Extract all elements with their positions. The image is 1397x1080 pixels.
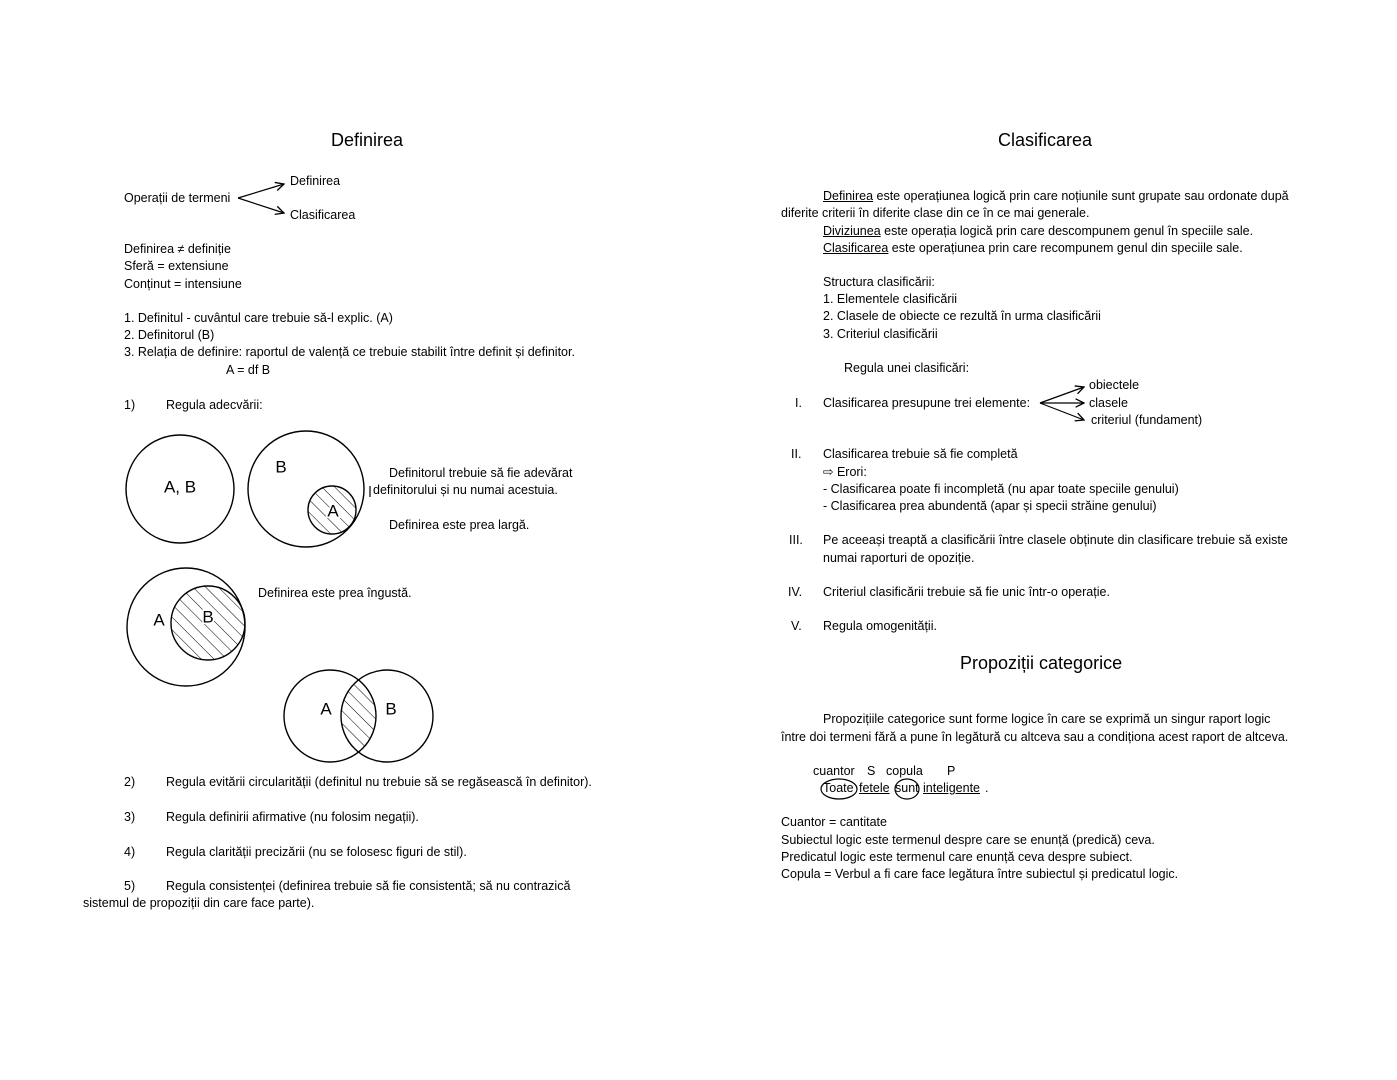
arrow-clasificarea — [238, 198, 284, 213]
paragraph-line: diferite criterii în diferite clase din ce în ce mai generale. — [781, 206, 1090, 220]
right-title: Clasificarea — [998, 130, 1093, 150]
list-item: 3. Criteriul clasificării — [823, 327, 938, 341]
rule-adecvarii: Regula adecvării: — [166, 398, 263, 412]
note-line: Definirea ≠ definiție — [124, 242, 231, 256]
rule-text-continued: sistemul de propoziții din care face parte). — [83, 896, 315, 910]
note-line: Conținut = intensiune — [124, 277, 242, 291]
ops-branch-definirea: Definirea — [290, 174, 341, 188]
rule-text: Regula consistenței (definirea trebuie să fie consistentă; să nu contrazică — [166, 879, 571, 893]
paragraph-clasificarea: Clasificarea este operațiunea prin care recompunem genul din speciile sale. — [823, 241, 1243, 255]
definition-line: Cuantor = cantitate — [781, 815, 887, 829]
section-title-propozitii: Propoziții categorice — [960, 653, 1123, 673]
label-predicate: P — [947, 764, 956, 778]
note-definitor-true: Definitorul trebuie să fie adevărat — [389, 466, 573, 480]
rule-number: III. — [789, 533, 803, 547]
term-diviziunea: Diviziunea — [823, 224, 881, 238]
definition-line: Predicatul logic este termenul care enunță ceva despre subiect. — [781, 850, 1133, 864]
definition-formula: A = df B — [226, 363, 271, 377]
list-item: 2. Clasele de obiecte ce rezultă în urma clasificării — [823, 309, 1101, 323]
arrow-criteriul — [1040, 403, 1084, 420]
word-fetele: fetele — [859, 781, 890, 795]
rule-text-continued: numai raporturi de opoziție. — [823, 551, 975, 565]
errors-label: ⇨ Erori: — [823, 465, 867, 479]
list-item: 2. Definitorul (B) — [124, 328, 215, 342]
rule-title: Regula unei clasificări: — [844, 361, 970, 375]
note-too-narrow: Definirea este prea îngustă. — [258, 586, 412, 600]
ops-branch-clasificarea: Clasificarea — [290, 208, 356, 222]
list-item: 1. Elementele clasificării — [823, 292, 958, 306]
rule-text: Regula clarității precizării (nu se folosesc figuri de stil). — [166, 845, 467, 859]
term-clasificarea: Clasificarea — [823, 241, 889, 255]
paragraph-line: între doi termeni fără a pune în legătură cu altceva sau a condiționa acest raport de altceva. — [781, 730, 1289, 744]
venn-label: A — [320, 699, 332, 719]
venn-label: B — [202, 607, 214, 627]
error-item: - Clasificarea poate fi incompletă (nu apar toate speciile genului) — [823, 482, 1179, 496]
rule-text: Clasificarea trebuie să fie completă — [823, 447, 1018, 461]
note-definitor-true-2: definitorului și nu numai acestuia. — [373, 483, 558, 497]
list-item: 1. Definitul - cuvântul care trebuie să-l explic. (A) — [124, 311, 393, 325]
venn-label: B — [275, 457, 287, 477]
rule-text: Pe aceeași treaptă a clasificării între clasele obținute din clasificare trebuie să existe — [823, 533, 1288, 547]
rule-number: V. — [791, 619, 802, 633]
error-item: - Clasificarea prea abundentă (apar și specii străine genului) — [823, 499, 1157, 513]
branch-criteriul: criteriul (fundament) — [1091, 413, 1203, 427]
rule-number: 5) — [124, 879, 136, 893]
rule-number: 2) — [124, 775, 136, 789]
structure-title: Structura clasificării: — [823, 275, 935, 289]
list-item: 3. Relația de definire: raportul de valență ce trebuie stabilit între definit și definitor. — [124, 345, 575, 359]
rule-number: II. — [791, 447, 802, 461]
rule-number: 3) — [124, 810, 136, 824]
note-too-wide: Definirea este prea largă. — [389, 518, 530, 532]
rule-number: 4) — [124, 845, 136, 859]
rule-text: Criteriul clasificării trebuie să fie unic într-o operație. — [823, 585, 1110, 599]
arrow-definirea — [238, 184, 284, 198]
rule-text: Regula evitării circularității (definitul nu trebuie să se regăsească în definitor). — [166, 775, 592, 789]
rule-text: Regula definirii afirmative (nu folosim negații). — [166, 810, 419, 824]
word-toate: Toate — [823, 781, 854, 795]
label-subject: S — [867, 764, 876, 778]
circle-quantifier — [821, 779, 857, 799]
circle-copula — [895, 779, 919, 799]
rule-text: Clasificarea presupune trei elemente: — [823, 396, 1031, 410]
ops-label: Operații de termeni — [124, 191, 231, 205]
definition-line: Copula = Verbul a fi care face legătura între subiectul și predicatul logic. — [781, 867, 1179, 881]
rule-text: Regula omogenității. — [823, 619, 937, 633]
word-sunt: sunt — [895, 781, 919, 795]
venn-label: A, B — [163, 477, 197, 497]
paragraph-definirea: Definirea este operațiunea logică prin care noțiunile sunt grupate sau ordonate după — [823, 189, 1289, 203]
arrow-obiectele — [1040, 387, 1084, 403]
venn-label: B — [385, 699, 397, 719]
paragraph-propozitii: Propozițiile categorice sunt forme logice în care se exprimă un singur raport logic — [823, 712, 1271, 726]
term-definirea: Definirea — [823, 189, 874, 203]
note-line: Sferă = extensiune — [124, 259, 229, 273]
rule-number: 1) — [124, 398, 136, 412]
definition-line: Subiectul logic este termenul despre care se enunță (predică) ceva. — [781, 833, 1155, 847]
paragraph-diviziunea: Diviziunea este operația logică prin care descompunem genul în speciile sale. — [823, 224, 1254, 238]
rule-number: IV. — [788, 585, 803, 599]
branch-clasele: clasele — [1089, 396, 1128, 410]
branch-obiectele: obiectele — [1089, 378, 1140, 392]
rule-number: I. — [795, 396, 802, 410]
label-copula: copula — [886, 764, 923, 778]
left-title: Definirea — [331, 130, 404, 150]
label-cuantor: cuantor — [813, 764, 855, 778]
word-period: . — [985, 781, 989, 795]
venn-label: A — [327, 501, 339, 521]
venn-label: A — [153, 610, 165, 630]
word-inteligente: inteligente — [923, 781, 980, 795]
